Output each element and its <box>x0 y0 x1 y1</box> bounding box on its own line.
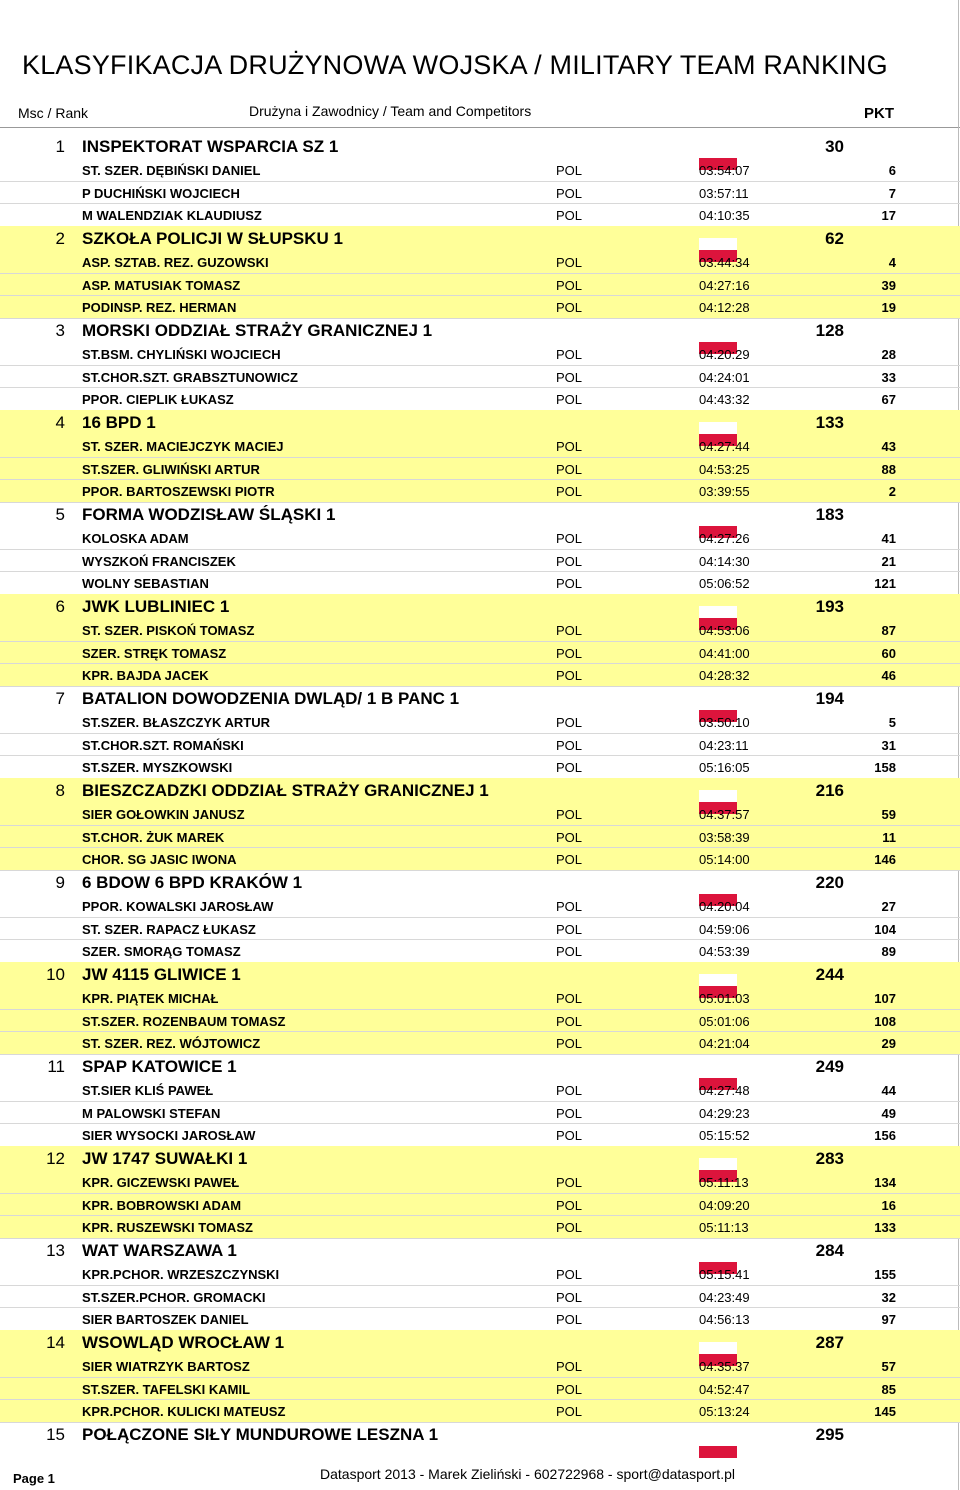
competitor-nationality: POL <box>556 921 583 937</box>
footer-credit: Datasport 2013 - Marek Zieliński - 602722968 - sport@datasport.pl <box>320 1466 735 1482</box>
team-column-header: Drużyna i Zawodnicy / Team and Competitors <box>249 103 532 119</box>
competitor-name: ST. SZER. PISKOŃ TOMASZ <box>82 623 255 638</box>
competitor-nationality: POL <box>556 899 583 914</box>
competitor-time: 04:56:13 <box>699 1312 750 1327</box>
competitor-points: 29 <box>881 1036 896 1051</box>
competitor-row <box>0 182 960 205</box>
competitor-name: PPOR. CIEPLIK ŁUKASZ <box>82 392 234 407</box>
competitor-name: ST. SZER. RAPACZ ŁUKASZ <box>82 921 256 937</box>
team-points: 220 <box>815 873 844 892</box>
competitor-time: 05:15:52 <box>699 1128 750 1143</box>
competitor-nationality: POL <box>556 1312 583 1327</box>
competitor-row <box>0 619 960 642</box>
competitor-time: 04:21:04 <box>699 1036 750 1051</box>
team-rank: 14 <box>46 1333 65 1352</box>
competitor-nationality: POL <box>556 461 583 477</box>
competitor-points: 32 <box>881 1289 896 1305</box>
team-header-row <box>0 134 960 159</box>
competitor-points: 133 <box>874 1220 896 1235</box>
competitor-row <box>0 159 960 182</box>
competitor-row <box>0 1032 960 1055</box>
competitor-name: PPOR. BARTOSZEWSKI PIOTR <box>82 484 275 499</box>
competitor-name: ST.SZER. TAFELSKI KAMIL <box>82 1381 251 1397</box>
competitor-time: 04:53:06 <box>699 623 750 638</box>
competitor-nationality: POL <box>556 852 583 867</box>
competitor-time: 04:27:44 <box>699 439 750 454</box>
team-header-row <box>0 410 960 435</box>
team-block <box>0 410 960 502</box>
competitor-row <box>0 1263 960 1286</box>
competitor-row <box>0 1102 960 1125</box>
competitor-points: 33 <box>881 369 896 385</box>
team-points: 283 <box>815 1149 844 1168</box>
competitor-nationality: POL <box>556 208 583 223</box>
competitor-row <box>0 343 960 366</box>
competitor-row <box>0 251 960 274</box>
competitor-points: 11 <box>882 829 896 845</box>
team-block <box>0 318 960 410</box>
competitor-name: ST.CHOR.SZT. ROMAŃSKI <box>82 737 244 753</box>
team-block <box>0 778 960 870</box>
team-name: MORSKI ODDZIAŁ STRAŻY GRANICZNEJ 1 <box>82 321 433 340</box>
competitor-points: 57 <box>881 1359 896 1374</box>
poland-flag-icon <box>699 1434 737 1458</box>
competitor-name: SIER WIATRZYK BARTOSZ <box>82 1359 250 1374</box>
competitor-nationality: POL <box>556 623 583 638</box>
competitor-time: 04:59:06 <box>699 921 750 937</box>
competitor-time: 03:57:11 <box>699 185 749 201</box>
competitor-name: WYSZKOŃ FRANCISZEK <box>82 553 236 569</box>
competitor-name: KPR. RUSZEWSKI TOMASZ <box>82 1220 253 1235</box>
competitor-points: 31 <box>881 737 896 753</box>
competitor-row <box>0 527 960 550</box>
competitor-row <box>0 803 960 826</box>
competitor-time: 04:35:37 <box>699 1359 750 1374</box>
competitor-nationality: POL <box>556 392 583 407</box>
competitor-nationality: POL <box>556 1289 583 1305</box>
competitor-points: 21 <box>881 553 896 569</box>
competitor-row <box>0 848 960 871</box>
team-block <box>0 594 960 686</box>
team-header-row <box>0 686 960 711</box>
competitor-row <box>0 1286 960 1309</box>
competitor-time: 04:27:26 <box>699 531 750 546</box>
competitor-points: 46 <box>881 668 896 683</box>
competitor-time: 04:27:48 <box>699 1083 750 1098</box>
competitor-name: KPR. BAJDA JACEK <box>82 668 209 683</box>
competitor-name: SIER BARTOSZEK DANIEL <box>82 1312 249 1327</box>
competitor-name: WOLNY SEBASTIAN <box>82 576 209 591</box>
team-header-row <box>0 1146 960 1171</box>
competitor-name: ST.SIER KLIŚ PAWEŁ <box>82 1083 214 1098</box>
competitor-name: KPR.PCHOR. KULICKI MATEUSZ <box>82 1404 286 1419</box>
competitor-points: 97 <box>881 1312 896 1327</box>
team-rank: 9 <box>55 873 65 892</box>
team-points: 287 <box>815 1333 844 1352</box>
competitor-row <box>0 711 960 734</box>
competitor-time: 04:23:11 <box>699 737 749 753</box>
competitor-points: 16 <box>881 1197 896 1213</box>
team-points: 284 <box>815 1241 844 1260</box>
competitor-time: 03:39:55 <box>699 484 750 499</box>
page-title: KLASYFIKACJA DRUŻYNOWA WOJSKA / MILITARY TEAM RANKING <box>22 50 888 80</box>
competitor-row <box>0 987 960 1010</box>
competitor-time: 04:37:57 <box>699 807 750 822</box>
competitor-points: 60 <box>881 645 896 661</box>
page-number: Page 1 <box>13 1471 55 1486</box>
competitor-time: 04:27:16 <box>699 277 750 293</box>
team-name: POŁĄCZONE SIŁY MUNDUROWE LESZNA 1 <box>82 1425 439 1444</box>
competitor-row <box>0 1079 960 1102</box>
competitor-row <box>0 940 960 963</box>
competitor-name: SIER WYSOCKI JAROSŁAW <box>82 1128 256 1143</box>
team-name: INSPEKTORAT WSPARCIA SZ 1 <box>82 137 339 156</box>
competitor-nationality: POL <box>556 576 583 591</box>
team-rank: 13 <box>46 1241 65 1260</box>
competitor-time: 04:41:00 <box>699 645 750 661</box>
team-name: 6 BDOW 6 BPD KRAKÓW 1 <box>82 873 303 892</box>
competitor-name: ASP. MATUSIAK TOMASZ <box>82 277 241 293</box>
competitor-points: 155 <box>874 1267 896 1282</box>
competitor-points: 145 <box>874 1404 896 1419</box>
competitor-row <box>0 826 960 849</box>
competitor-points: 146 <box>874 852 896 867</box>
competitor-row <box>0 435 960 458</box>
competitor-points: 104 <box>874 921 896 937</box>
competitor-time: 05:06:52 <box>699 576 750 591</box>
rank-column-header: Msc / Rank <box>18 105 89 121</box>
competitor-row <box>0 642 960 665</box>
team-name: WAT WARSZAWA 1 <box>82 1241 237 1260</box>
competitor-name: ASP. SZTAB. REZ. GUZOWSKI <box>82 255 269 270</box>
competitor-row <box>0 388 960 411</box>
team-rank: 8 <box>55 781 65 800</box>
team-rank: 4 <box>55 413 65 432</box>
competitor-nationality: POL <box>556 1083 583 1098</box>
team-header-row <box>0 1054 960 1079</box>
competitor-row <box>0 1308 960 1331</box>
competitor-time: 04:53:39 <box>699 944 750 959</box>
competitor-row <box>0 1171 960 1194</box>
competitor-time: 05:16:05 <box>699 760 750 775</box>
competitor-name: KPR.PCHOR. WRZESZCZYNSKI <box>82 1267 280 1282</box>
competitor-points: 134 <box>874 1175 896 1190</box>
competitor-row <box>0 204 960 227</box>
competitor-name: ST.SZER. GLIWIŃSKI ARTUR <box>82 461 260 477</box>
team-ranking-list <box>0 134 960 1490</box>
competitor-time: 05:13:24 <box>699 1404 750 1419</box>
team-points: 62 <box>825 229 844 248</box>
competitor-time: 05:14:00 <box>699 852 750 867</box>
team-points: 249 <box>815 1057 844 1076</box>
competitor-name: SZER. STRĘK TOMASZ <box>82 645 227 661</box>
team-block <box>0 870 960 962</box>
team-rank: 10 <box>46 965 65 984</box>
competitor-nationality: POL <box>556 553 583 569</box>
competitor-points: 5 <box>888 715 896 730</box>
competitor-nationality: POL <box>556 1013 583 1029</box>
team-name: JWK LUBLINIEC 1 <box>82 597 230 616</box>
competitor-row <box>0 1010 960 1033</box>
competitor-points: 89 <box>881 944 896 959</box>
team-points: 193 <box>815 597 844 616</box>
competitor-nationality: POL <box>556 715 583 730</box>
competitor-time: 04:20:29 <box>699 347 750 362</box>
team-header-row <box>0 1330 960 1355</box>
competitor-nationality: POL <box>556 1036 583 1051</box>
competitor-row <box>0 1355 960 1378</box>
competitor-points: 28 <box>881 347 896 362</box>
competitor-points: 6 <box>888 163 896 178</box>
team-header-row <box>0 594 960 619</box>
competitor-row <box>0 550 960 573</box>
competitor-nationality: POL <box>556 1197 583 1213</box>
team-header-row <box>0 318 960 343</box>
team-block <box>0 962 960 1054</box>
competitor-points: 19 <box>881 300 896 315</box>
competitor-row <box>0 366 960 389</box>
team-name: 16 BPD 1 <box>82 413 156 432</box>
team-rank: 3 <box>55 321 65 340</box>
competitor-time: 03:44:34 <box>699 255 750 270</box>
competitor-name: PPOR. KOWALSKI JAROSŁAW <box>82 899 274 914</box>
competitor-row <box>0 458 960 481</box>
team-rank: 11 <box>47 1057 65 1076</box>
competitor-time: 04:52:47 <box>699 1381 750 1397</box>
team-block <box>0 1238 960 1330</box>
competitor-row <box>0 1378 960 1401</box>
competitor-name: ST. SZER. MACIEJCZYK MACIEJ <box>82 439 284 454</box>
competitor-nationality: POL <box>556 1381 583 1397</box>
competitor-points: 49 <box>881 1105 896 1121</box>
competitor-row <box>0 480 960 503</box>
competitor-time: 05:01:06 <box>699 1013 750 1029</box>
competitor-points: 107 <box>874 991 896 1006</box>
competitor-time: 04:14:30 <box>699 553 750 569</box>
team-name: FORMA WODZISŁAW ŚLĄSKI 1 <box>82 505 336 524</box>
competitor-nationality: POL <box>556 737 583 753</box>
competitor-nationality: POL <box>556 185 583 201</box>
competitor-name: ST.SZER. BŁASZCZYK ARTUR <box>82 715 271 730</box>
team-block <box>0 226 960 318</box>
competitor-nationality: POL <box>556 1267 583 1282</box>
competitor-name: KOLOSKA ADAM <box>82 531 189 546</box>
team-header-row <box>0 226 960 251</box>
competitor-name: SZER. SMORĄG TOMASZ <box>82 944 241 959</box>
team-block <box>0 1054 960 1146</box>
competitor-name: M PALOWSKI STEFAN <box>82 1105 221 1121</box>
competitor-nationality: POL <box>556 1105 583 1121</box>
competitor-nationality: POL <box>556 1404 583 1419</box>
competitor-points: 7 <box>888 185 896 201</box>
team-rank: 5 <box>55 505 65 524</box>
competitor-name: PODINSP. REZ. HERMAN <box>82 300 237 315</box>
team-name: SPAP KATOWICE 1 <box>82 1057 237 1076</box>
competitor-time: 04:09:20 <box>699 1197 750 1213</box>
competitor-row <box>0 756 960 779</box>
competitor-nationality: POL <box>556 1128 583 1143</box>
team-name: JW 1747 SUWAŁKI 1 <box>82 1149 248 1168</box>
competitor-points: 59 <box>881 807 896 822</box>
competitor-name: CHOR. SG JASIC IWONA <box>82 852 237 867</box>
competitor-name: P DUCHIŃSKI WOJCIECH <box>82 185 240 201</box>
competitor-points: 41 <box>881 531 896 546</box>
competitor-time: 04:12:28 <box>699 300 750 315</box>
competitor-nationality: POL <box>556 300 583 315</box>
competitor-nationality: POL <box>556 668 583 683</box>
competitor-row <box>0 734 960 757</box>
competitor-time: 05:01:03 <box>699 991 750 1006</box>
competitor-row <box>0 274 960 297</box>
team-header-row <box>0 1238 960 1263</box>
team-header-row <box>0 502 960 527</box>
competitor-time: 03:54:07 <box>699 163 750 178</box>
competitor-points: 27 <box>881 899 896 914</box>
competitor-name: SIER GOŁOWKIN JANUSZ <box>82 807 245 822</box>
competitor-points: 44 <box>881 1083 896 1098</box>
competitor-name: KPR. PIĄTEK MICHAŁ <box>82 991 219 1006</box>
team-rank: 12 <box>46 1149 65 1168</box>
competitor-time: 03:50:10 <box>699 715 750 730</box>
team-name: JW 4115 GLIWICE 1 <box>82 965 241 984</box>
competitor-time: 05:11:13 <box>699 1175 749 1190</box>
competitor-row <box>0 1194 960 1217</box>
competitor-points: 87 <box>881 623 896 638</box>
competitor-row <box>0 572 960 595</box>
competitor-row <box>0 895 960 918</box>
team-rank: 7 <box>55 689 65 708</box>
competitor-points: 108 <box>874 1013 896 1029</box>
competitor-row <box>0 1400 960 1423</box>
team-block <box>0 1146 960 1238</box>
competitor-row <box>0 296 960 319</box>
team-header-row <box>0 1422 960 1447</box>
competitor-nationality: POL <box>556 439 583 454</box>
competitor-time: 04:43:32 <box>699 392 750 407</box>
competitor-points: 39 <box>881 277 896 293</box>
competitor-time: 04:29:23 <box>699 1105 750 1121</box>
team-points: 133 <box>815 413 844 432</box>
team-name: WSOWLĄD WROCŁAW 1 <box>82 1333 285 1352</box>
header-divider <box>0 127 960 128</box>
competitor-name: ST.SZER.PCHOR. GROMACKI <box>82 1289 266 1305</box>
competitor-name: KPR. BOBROWSKI ADAM <box>82 1197 242 1213</box>
competitor-time: 04:53:25 <box>699 461 750 477</box>
competitor-points: 2 <box>888 484 896 499</box>
competitor-nationality: POL <box>556 1175 583 1190</box>
competitor-nationality: POL <box>556 944 583 959</box>
competitor-nationality: POL <box>556 829 583 845</box>
competitor-points: 85 <box>881 1381 896 1397</box>
team-points: 244 <box>815 965 844 984</box>
competitor-nationality: POL <box>556 1220 583 1235</box>
competitor-time: 05:11:13 <box>699 1220 749 1235</box>
competitor-points: 156 <box>874 1128 896 1143</box>
competitor-name: ST.CHOR.SZT. GRABSZTUNOWICZ <box>82 369 298 385</box>
competitor-name: ST.BSM. CHYLIŃSKI WOJCIECH <box>82 347 281 362</box>
team-name: SZKOŁA POLICJI W SŁUPSKU 1 <box>82 229 344 248</box>
team-points: 30 <box>825 137 844 156</box>
competitor-points: 43 <box>881 439 896 454</box>
competitor-points: 158 <box>874 760 896 775</box>
team-points: 128 <box>815 321 844 340</box>
competitor-name: ST.SZER. MYSZKOWSKI <box>82 760 233 775</box>
competitor-time: 04:20:04 <box>699 899 750 914</box>
team-block <box>0 502 960 594</box>
competitor-points: 17 <box>881 208 896 223</box>
team-block <box>0 1330 960 1422</box>
competitor-points: 4 <box>888 255 896 270</box>
competitor-time: 04:23:49 <box>699 1289 750 1305</box>
competitor-nationality: POL <box>556 255 583 270</box>
team-rank: 15 <box>46 1425 65 1444</box>
team-header-row <box>0 870 960 895</box>
team-header-row <box>0 962 960 987</box>
competitor-row <box>0 664 960 687</box>
team-points: 194 <box>815 689 844 708</box>
team-points: 183 <box>815 505 844 524</box>
team-rank: 6 <box>55 597 65 616</box>
competitor-name: ST. SZER. REZ. WÓJTOWICZ <box>82 1036 261 1051</box>
competitor-nationality: POL <box>556 645 583 661</box>
competitor-row <box>0 1216 960 1239</box>
competitor-nationality: POL <box>556 991 583 1006</box>
points-column-header: PKT <box>864 105 894 122</box>
competitor-nationality: POL <box>556 1359 583 1374</box>
team-name: BIESZCZADZKI ODDZIAŁ STRAŻY GRANICZNEJ 1 <box>82 781 489 800</box>
competitor-time: 05:15:41 <box>699 1267 750 1282</box>
competitor-points: 67 <box>881 392 896 407</box>
competitor-time: 04:24:01 <box>699 369 750 385</box>
competitor-row <box>0 918 960 941</box>
competitor-time: 03:58:39 <box>699 829 750 845</box>
competitor-name: ST.CHOR. ŻUK MAREK <box>82 829 225 845</box>
competitor-row <box>0 1124 960 1147</box>
team-header-row <box>0 778 960 803</box>
team-name: BATALION DOWODZENIA DWLĄD/ 1 B PANC 1 <box>82 689 460 708</box>
competitor-name: ST. SZER. DĘBIŃSKI DANIEL <box>82 163 261 178</box>
team-block <box>0 134 960 226</box>
competitor-name: KPR. GICZEWSKI PAWEŁ <box>82 1175 240 1190</box>
competitor-nationality: POL <box>556 484 583 499</box>
competitor-nationality: POL <box>556 369 583 385</box>
competitor-name: ST.SZER. ROZENBAUM TOMASZ <box>82 1013 286 1029</box>
competitor-points: 88 <box>881 461 896 477</box>
team-block <box>0 686 960 778</box>
team-points: 216 <box>815 781 844 800</box>
team-points: 295 <box>815 1425 844 1444</box>
team-rank: 2 <box>55 229 65 248</box>
competitor-nationality: POL <box>556 277 583 293</box>
competitor-points: 121 <box>874 576 896 591</box>
competitor-nationality: POL <box>556 807 583 822</box>
competitor-nationality: POL <box>556 531 583 546</box>
competitor-time: 04:28:32 <box>699 668 750 683</box>
competitor-nationality: POL <box>556 347 583 362</box>
team-rank: 1 <box>55 137 65 156</box>
competitor-nationality: POL <box>556 163 583 178</box>
competitor-nationality: POL <box>556 760 583 775</box>
competitor-name: M WALENDZIAK KLAUDIUSZ <box>82 208 262 223</box>
competitor-time: 04:10:35 <box>699 208 750 223</box>
